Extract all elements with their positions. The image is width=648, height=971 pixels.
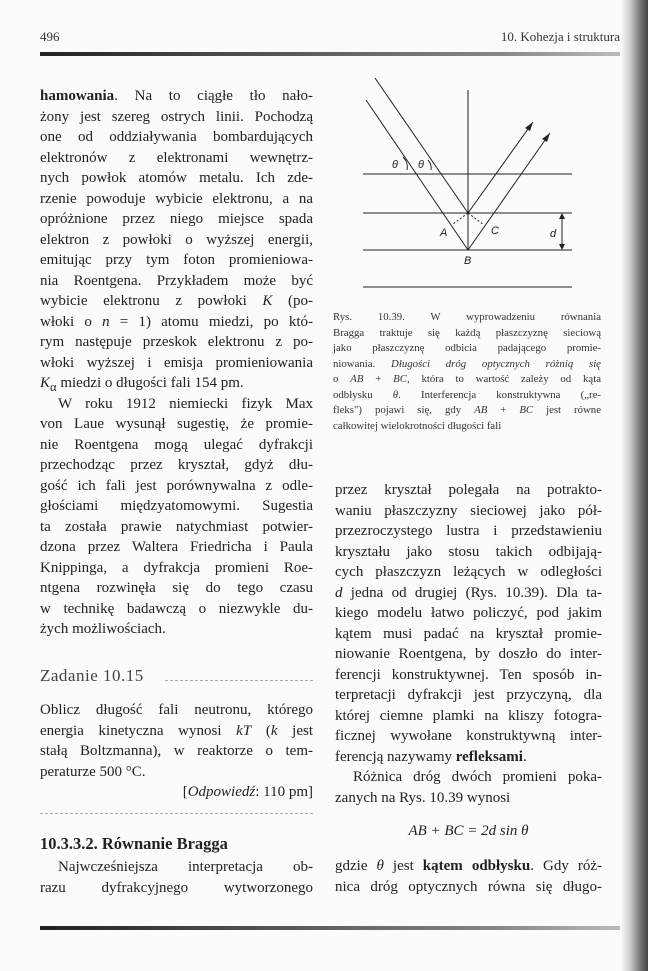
text-line xyxy=(335,788,602,809)
spacing-d-label: d xyxy=(550,228,557,240)
text-run: przechodząc przez kryształ, gdyż dłu- xyxy=(40,457,313,473)
bold-term: refleksami xyxy=(455,748,523,765)
text-run: jedna od drugiej (Rys. 10.39). Dla ta- xyxy=(342,584,602,601)
text-run: α xyxy=(50,380,57,394)
text-run: . Interferencja konstruktywna („re- xyxy=(398,388,602,401)
figure-caption xyxy=(333,310,601,434)
text-run: której ciemne plamki na kliszy fotogra- xyxy=(335,707,602,724)
section-text xyxy=(40,857,313,898)
text-line xyxy=(40,332,313,353)
text-run: emitując przy tym foton promieniowa- xyxy=(40,252,313,268)
chapter-title: 10. Kohezja i struktura xyxy=(500,29,620,44)
theta-arc-2 xyxy=(428,160,431,170)
text-run: jest równe xyxy=(533,404,601,416)
theta-label-2: θ xyxy=(418,159,424,171)
text-line xyxy=(335,521,602,542)
text-line xyxy=(40,741,313,762)
text-line xyxy=(40,782,313,803)
italic-symbol: BC xyxy=(393,373,407,385)
text-line xyxy=(335,685,602,706)
text-run: ficznej wywołane konstruktywną inter- xyxy=(335,728,602,744)
italic-symbol: AB xyxy=(474,404,488,416)
text-run: waniu płaszczyzny sieciowej jako pół- xyxy=(335,502,602,519)
point-B-label: B xyxy=(464,255,472,267)
text-line xyxy=(335,542,602,563)
arrowhead-icon xyxy=(559,244,565,250)
text-run: jest xyxy=(383,858,423,874)
text-run: Najwcześniejsza interpretacja ob- xyxy=(58,859,313,875)
text-run: ( xyxy=(251,722,271,739)
text-line xyxy=(40,599,313,620)
text-run: zanych na Rys. 10.39 wynosi xyxy=(335,789,511,806)
text-run: elektronów z elektronami wewnętrz- xyxy=(40,149,313,166)
text-run: rzenie powoduje wybicie elektronu, a na xyxy=(40,190,313,207)
text-run: fleks") pojawi się, gdy xyxy=(333,404,475,416)
text-line xyxy=(335,856,602,877)
text-line xyxy=(40,517,313,538)
text-run: Rys. 10.39. W wyprowadzeniu równania xyxy=(333,311,601,323)
text-line xyxy=(40,353,313,374)
arrowhead-icon xyxy=(525,122,533,131)
italic-symbol: BC xyxy=(519,404,534,416)
text-run: odbłysku xyxy=(333,388,393,401)
text-run: = 1) atomu miedzi, po któ- xyxy=(109,313,313,330)
text-line xyxy=(335,603,602,624)
text-run: + xyxy=(363,373,394,385)
text-run: razu dyfrakcyjnego wytworzonego xyxy=(40,879,313,896)
text-run: stałą Boltzmanna), w reaktorze o tem- xyxy=(40,743,313,759)
text-run: . Na to ciągłe tło nało- xyxy=(114,88,313,104)
text-run: niowania. xyxy=(333,357,392,370)
italic-symbol: θ xyxy=(376,858,384,874)
text-run: włoki wyższej i emisja promieniowania xyxy=(40,354,313,371)
text-run: o xyxy=(333,373,351,385)
text-line xyxy=(333,388,601,404)
text-line xyxy=(335,665,602,686)
text-line xyxy=(40,455,313,476)
text-run: [ xyxy=(182,784,188,800)
perpendicular-C xyxy=(468,213,484,225)
text-run: żony jest szereg ostrych linii. Pochodzą xyxy=(40,108,313,125)
text-run: nia Roentgena. Przykładem może być xyxy=(40,272,313,289)
text-run: terpretacji dyfrakcji jest przyczyną, dla xyxy=(335,687,602,703)
reflected-ray-1 xyxy=(468,122,533,213)
text-run: nica dróg optycznych równa się długo- xyxy=(335,878,602,895)
exercise-text xyxy=(40,700,313,803)
text-run: Różnica dróg dwóch promieni poka- xyxy=(353,769,602,785)
text-line xyxy=(40,394,313,415)
text-run: gdzie xyxy=(335,858,377,874)
text-line xyxy=(335,583,602,604)
text-line xyxy=(40,878,313,899)
text-run: wybicie elektronu z powłoki xyxy=(40,293,263,309)
text-line xyxy=(333,357,601,373)
italic-symbol: d xyxy=(335,584,343,601)
text-run: dzona przez Waltera Friedricha i Paula xyxy=(40,539,313,555)
bold-term: kątem odbłysku xyxy=(422,858,531,874)
text-line xyxy=(335,501,602,522)
italic-symbol: Długości dróg optycznych różnią się xyxy=(391,357,601,370)
text-run: gość ich fali jest porównywalna z odle- xyxy=(40,477,313,494)
incident-ray-1 xyxy=(375,78,468,213)
text-run: : 110 pm] xyxy=(255,784,313,800)
text-run: Oblicz długość fali neutronu, którego xyxy=(40,702,313,718)
text-run: przezroczystego lustra i przedstawieniu xyxy=(335,523,602,539)
point-C-label: C xyxy=(491,225,499,237)
text-run: ferencji konstruktywnej. Ten sposób in- xyxy=(335,666,602,683)
text-line xyxy=(40,721,313,742)
text-line xyxy=(333,419,601,435)
point-A-label: A xyxy=(440,227,448,239)
text-run: nie Roentgena mogą ulegać dyfrakcji xyxy=(40,436,313,453)
text-line xyxy=(335,726,602,747)
text-line xyxy=(40,476,313,497)
text-run: + xyxy=(487,404,520,416)
text-run: jest xyxy=(277,722,313,739)
text-run: cych płaszczyzn leżących w odległości xyxy=(335,564,602,580)
text-run: . Gdy róż- xyxy=(530,858,602,874)
text-run: , która to wartość zależy od kąta xyxy=(406,373,601,385)
text-run: Bragga traktuje się każdą płaszczyznę sieciową xyxy=(333,326,601,339)
italic-symbol: K xyxy=(262,293,273,309)
text-line xyxy=(40,762,313,783)
text-run: żych możliwościach. xyxy=(40,621,166,637)
reflected-ray-2 xyxy=(468,133,550,250)
text-run: kątem musi padać na kryształ promie- xyxy=(335,625,602,642)
text-line xyxy=(333,403,601,419)
italic-symbol: k xyxy=(270,722,278,739)
text-line xyxy=(333,372,601,388)
text-line xyxy=(335,644,602,665)
text-line xyxy=(40,558,313,579)
text-run: opróżnione przez niego miejsce spada xyxy=(40,211,313,227)
italic-symbol: K xyxy=(40,375,51,391)
text-line xyxy=(333,326,601,342)
exercise-title-rule xyxy=(165,680,313,681)
italic-symbol: AB xyxy=(350,373,364,385)
text-run: miedzi o długości fali 154 pm. xyxy=(56,375,244,391)
text-line xyxy=(40,496,313,517)
text-line xyxy=(40,312,313,333)
text-line xyxy=(335,767,602,788)
text-run: von Laue wysunął sugestię, że promie- xyxy=(40,416,313,432)
text-line xyxy=(333,341,601,357)
text-run: ta została prawie natychmiast potwier- xyxy=(40,518,313,535)
text-run: kiego modelu łatwo policzyć, pod jakim xyxy=(335,605,602,621)
exercise-title: Zadanie 10.15 xyxy=(40,666,144,685)
perpendicular-A xyxy=(453,213,468,224)
text-run: nych powłok atomów metalu. Ich zde- xyxy=(40,170,313,186)
italic-symbol: n xyxy=(102,313,110,330)
text-run: rym następuje przeskok elektronu z po- xyxy=(40,334,313,350)
italic-symbol: Odpowiedź xyxy=(187,784,256,800)
text-run: W roku 1912 niemiecki fizyk Max xyxy=(58,395,313,412)
bragg-diagram xyxy=(0,0,648,300)
text-line xyxy=(335,747,602,768)
theta-label-1: θ xyxy=(392,159,398,171)
text-line xyxy=(335,877,602,898)
text-run: elektron z powłoki o wyższej energii, xyxy=(40,231,313,248)
text-line xyxy=(40,857,313,878)
text-line xyxy=(335,562,602,583)
page-number: 496 xyxy=(40,29,60,44)
exercise-end-rule xyxy=(40,813,313,814)
text-run: włoki o xyxy=(40,313,103,330)
text-line xyxy=(40,700,313,721)
italic-symbol: kT xyxy=(236,722,252,739)
text-line xyxy=(335,706,602,727)
text-line xyxy=(335,480,602,501)
bold-term: hamowania xyxy=(40,88,115,104)
text-line xyxy=(40,578,313,599)
text-run: kryształu jako stosu takich odbijają- xyxy=(335,543,602,560)
text-run: w technikę badawczą o niezwykle du- xyxy=(40,600,313,617)
text-run: (po- xyxy=(272,293,313,309)
text-run: energia kinetyczna wynosi xyxy=(40,722,237,739)
right-column-continuation xyxy=(335,856,602,897)
right-column-text xyxy=(335,480,602,808)
footer-rule xyxy=(40,926,620,930)
text-line xyxy=(333,310,601,326)
text-line xyxy=(40,537,313,558)
text-run: niowanie Roentgena, by doszło do inter- xyxy=(335,646,602,662)
text-run: głościami międzyatomowymi. Sugestia xyxy=(40,498,313,514)
bragg-equation: AB + BC = 2d sin θ xyxy=(408,823,529,839)
text-line xyxy=(40,619,313,640)
text-run: Knippinga, a dyfrakcja promieni Roe- xyxy=(40,559,313,576)
text-run: ferencją nazywamy xyxy=(335,748,456,765)
text-run: peraturze 500 °C. xyxy=(40,763,146,780)
text-run: one od oddziaływania bombardujących xyxy=(40,129,313,145)
text-run: przez kryształ polegała na potrakto- xyxy=(335,482,602,498)
text-run: . xyxy=(522,748,527,765)
section-heading: 10.3.3.2. Równanie Bragga xyxy=(40,834,228,853)
text-run: jako płaszczyznę odbicia padającego promie- xyxy=(333,342,601,354)
text-line xyxy=(335,624,602,645)
arrowhead-icon xyxy=(542,133,550,142)
text-line xyxy=(40,373,313,394)
text-line xyxy=(40,435,313,456)
text-line xyxy=(40,414,313,435)
text-run: całkowitej wielokrotności długości fali xyxy=(333,419,502,432)
italic-symbol: θ xyxy=(392,388,399,401)
incident-ray-2 xyxy=(366,100,468,250)
arrowhead-icon xyxy=(559,213,565,219)
text-run: ntgena rozwinęła się do tego czasu xyxy=(40,580,313,596)
